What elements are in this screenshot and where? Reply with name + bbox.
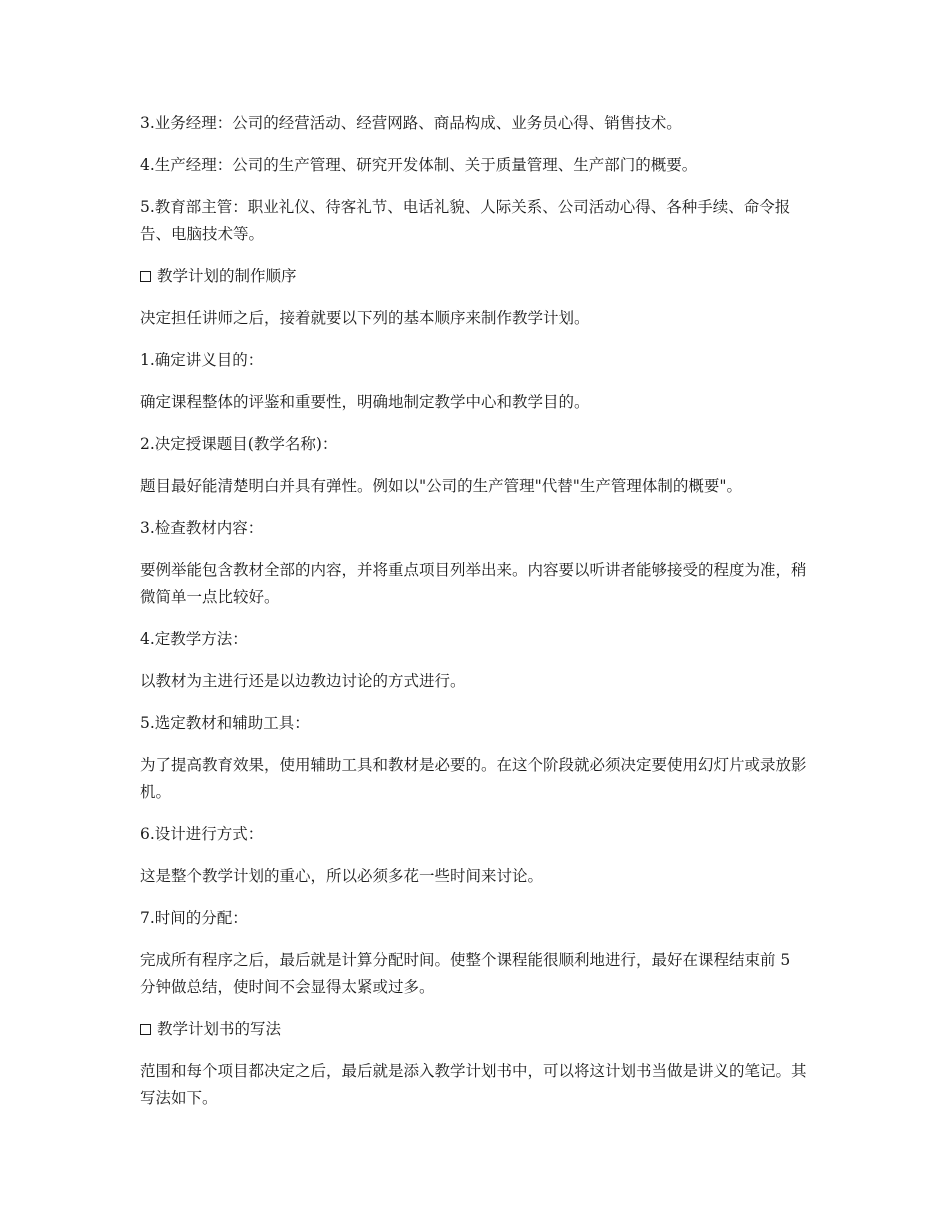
step-body-7: 完成所有程序之后，最后就是计算分配时间。使整个课程能很顺利地进行，最好在课程结束前 5 分钟做总结，使时间不会显得太紧或过多。 (140, 951, 791, 996)
paragraph-intro: 决定担任讲师之后，接着就要以下列的基本顺序来制作教学计划。 (140, 309, 590, 327)
step-body-4: 以教材为主进行还是以边教边讨论的方式进行。 (140, 672, 466, 690)
checkbox-square-icon (140, 1024, 151, 1035)
document-body (140, 110, 810, 1127)
checkbox-square-icon (140, 271, 151, 282)
step-body-6: 这是整个教学计划的重心，所以必须多花一些时间来讨论。 (140, 867, 544, 885)
section-heading-plan-writing (140, 1016, 810, 1043)
step-title-4: 4.定教学方法： (140, 630, 248, 648)
step-body-3: 要例举能包含教材全部的内容，并将重点项目列举出来。内容要以听讲者能够接受的程度为准，稍微简单一点比较好。 (140, 561, 807, 606)
paragraph-writing-method: 范围和每个项目都决定之后，最后就是添入教学计划书中，可以将这计划书当做是讲义的笔记。其写法如下。 (140, 1062, 807, 1107)
step-title-1: 1.确定讲义目的： (140, 351, 264, 369)
step-body-2: 题目最好能清楚明白并具有弹性。例如以"公司的生产管理"代替"生产管理体制的概要"。 (140, 477, 743, 495)
step-title-2: 2.决定授课题目(教学名称)： (140, 435, 338, 453)
section-heading-text: 教学计划书的写法 (157, 1020, 282, 1038)
section-heading-text: 教学计划的制作顺序 (157, 267, 297, 285)
section-heading-plan-order (140, 263, 810, 290)
step-title-5: 5.选定教材和辅助工具： (140, 714, 310, 732)
step-body-5: 为了提高教育效果，使用辅助工具和教材是必要的。在这个阶段就必须决定要使用幻灯片或录放影机。 (140, 756, 807, 801)
paragraph-sales-manager: 3.业务经理：公司的经营活动、经营网路、商品构成、业务员心得、销售技术。 (140, 114, 682, 132)
step-body-1: 确定课程整体的评鉴和重要性，明确地制定教学中心和教学目的。 (140, 393, 590, 411)
paragraph-production-manager: 4.生产经理：公司的生产管理、研究开发体制、关于质量管理、生产部门的概要。 (140, 156, 698, 174)
step-title-3: 3.检查教材内容： (140, 519, 264, 537)
step-title-7: 7.时间的分配： (140, 909, 248, 927)
paragraph-education-supervisor: 5.教育部主管：职业礼仪、待客礼节、电话礼貌、人际关系、公司活动心得、各种手续、命令报告、电脑技术等。 (140, 198, 791, 243)
step-title-6: 6.设计进行方式： (140, 825, 264, 843)
